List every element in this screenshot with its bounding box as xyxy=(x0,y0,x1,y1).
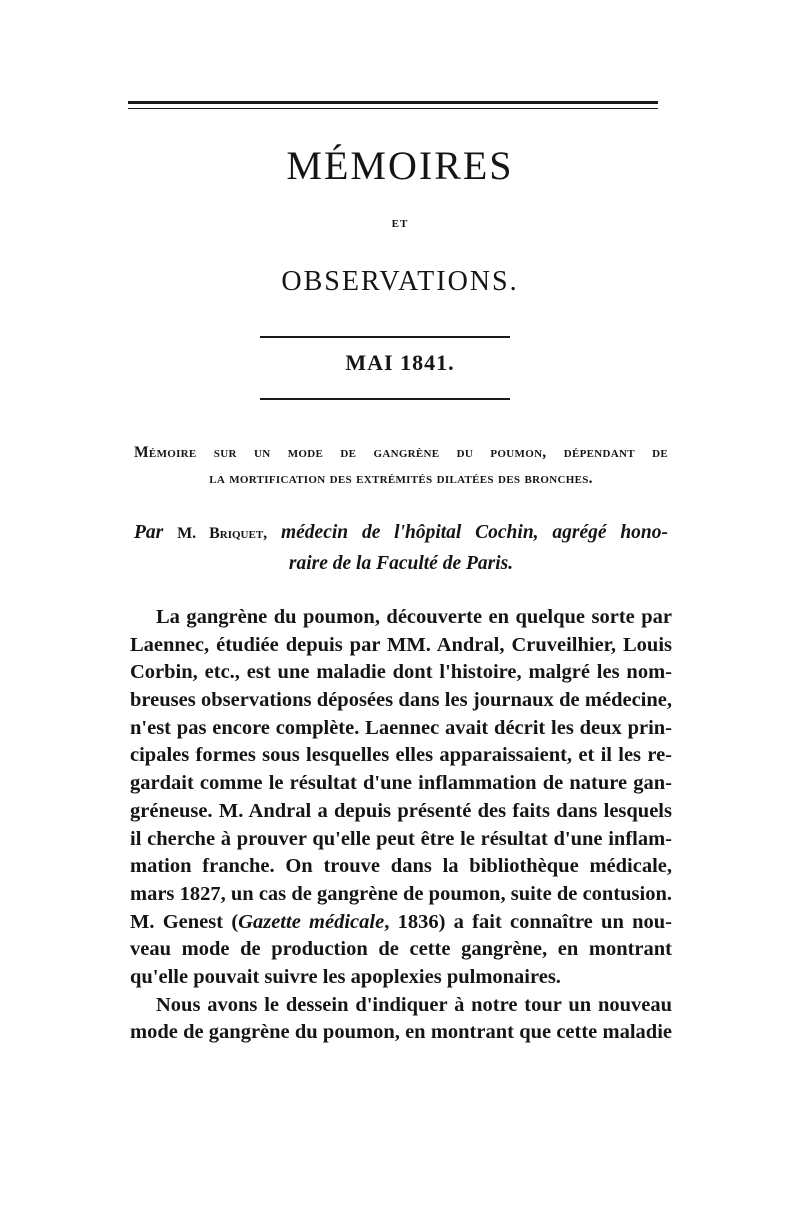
body-line: Corbin, etc., est une maladie dont l'histoire, malgré les nom- xyxy=(130,661,672,684)
journal-title: Gazette médicale xyxy=(238,910,385,933)
body-line: veau mode de production de cette gangrène, en montrant xyxy=(130,938,672,961)
memoir-title xyxy=(134,440,668,492)
memoir-title-line-1: Mémoire sur un mode de gangrène du poumon, dépendant de xyxy=(134,444,668,461)
body-line: Laennec, étudiée depuis par MM. Andral, Cruveilhier, Louis xyxy=(130,633,672,656)
author-byline xyxy=(134,518,668,579)
body-line: gardait comme le résultat d'une inflammation de nature gan- xyxy=(130,772,672,795)
byline-affiliation: médecin de l'hôpital Cochin, agrégé hono- xyxy=(280,522,668,543)
section-title-observations: OBSERVATIONS. xyxy=(281,266,519,297)
issue-date: MAI 1841. xyxy=(345,350,455,375)
body-line: mode de gangrène du poumon, en montrant que cette maladie xyxy=(130,1021,672,1044)
date-rule-top xyxy=(260,336,510,338)
body-text xyxy=(130,604,672,1047)
section-title-memoires: MÉMOIRES xyxy=(286,143,514,188)
byline-line-2: raire de la Faculté de Paris. xyxy=(288,553,514,574)
body-line: Nous avons le dessein d'indiquer à notre tour un nouveau xyxy=(156,993,672,1016)
byline-par: Par xyxy=(134,522,164,543)
body-line-part: , 1836) a fait connaître un nou- xyxy=(384,910,672,933)
header-rule-thin xyxy=(128,108,658,109)
byline-line-1 xyxy=(134,518,668,549)
body-line: mation franche. On trouve dans la bibliothèque médicale, xyxy=(130,855,672,878)
body-line: cipales formes sous lesquelles elles apparaissaient, et il les re- xyxy=(130,744,672,767)
body-line: il cherche à prouver qu'elle peut être le résultat d'une inflam- xyxy=(130,827,672,850)
body-line: qu'elle pouvait suivre les apoplexies pulmonaires. xyxy=(130,965,561,988)
body-line xyxy=(130,909,672,937)
body-line: breuses observations déposées dans les journaux de médecine, xyxy=(130,689,672,712)
header-rule-thick xyxy=(128,101,658,104)
byline-author: M. Briquet, xyxy=(177,525,268,542)
body-line: gréneuse. M. Andral a depuis présenté des faits dans lesquels xyxy=(130,799,672,822)
body-line-part: M. Genest ( xyxy=(130,910,239,933)
section-title-conjunction: ET xyxy=(391,218,409,230)
memoir-title-line-2: la mortification des extrémités dilatées des bronches. xyxy=(209,470,593,487)
body-line: mars 1827, un cas de gangrène de poumon, suite de contusion. xyxy=(130,882,672,905)
body-line: n'est pas encore complète. Laennec avait décrit les deux prin- xyxy=(130,716,672,739)
date-rule-bottom xyxy=(260,398,510,400)
body-line: La gangrène du poumon, découverte en quelque sorte par xyxy=(156,606,672,628)
